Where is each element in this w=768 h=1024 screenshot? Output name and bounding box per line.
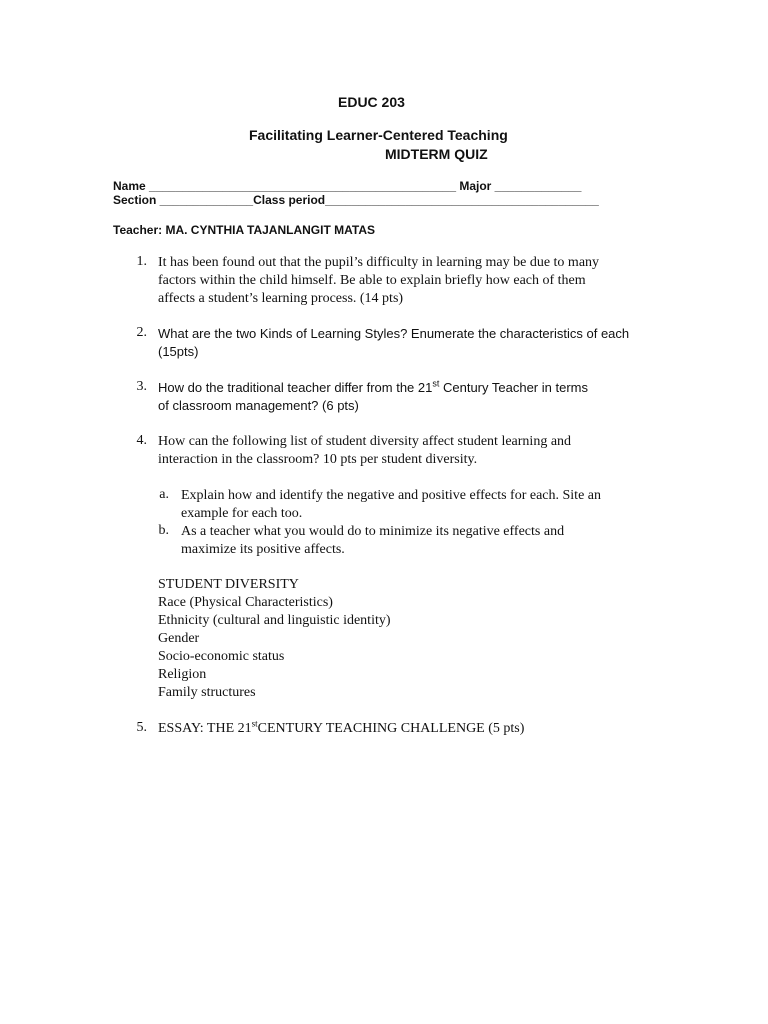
- question-number: 3.: [136, 379, 147, 394]
- subitem-line: As a teacher what you would do to minimize its negative effects and: [181, 524, 565, 539]
- question-1-text: [158, 254, 599, 308]
- subitem-a-text: [181, 487, 601, 523]
- question-line: factors within the child himself. Be able to explain briefly how each of them: [158, 273, 586, 288]
- question-2-text: [158, 325, 629, 361]
- superscript: st: [251, 718, 258, 729]
- question-line: It has been found out that the pupil’s difficulty in learning may be due to many: [158, 255, 600, 270]
- student-diversity-list: [158, 576, 391, 702]
- name-major-line: Name ______________________________________________ Major _____________: [113, 179, 582, 193]
- question-line: How can the following list of student diversity affect student learning and: [158, 434, 572, 449]
- teacher-line: Teacher: MA. CYNTHIA TAJANLANGIT MATAS: [113, 223, 376, 237]
- section-class-period-line: Section ______________Class period_________________________________________: [113, 193, 599, 207]
- question-line: interaction in the classroom? 10 pts per student diversity.: [158, 452, 478, 467]
- question-5-text: [158, 720, 524, 738]
- subitem-letter: a.: [159, 487, 169, 502]
- diversity-item: Religion: [158, 667, 207, 682]
- subitem-line: maximize its positive affects.: [181, 542, 345, 557]
- question-number: 2.: [136, 325, 147, 340]
- question-line: What are the two Kinds of Learning Styles? Enumerate the characteristics of each: [158, 326, 630, 341]
- question-text-part: CENTURY TEACHING CHALLENGE (5 pts): [257, 721, 525, 736]
- question-number: 4.: [136, 433, 147, 448]
- question-line: affects a student’s learning process. (14 pts): [158, 291, 404, 306]
- question-text-part: How do the traditional teacher differ from the 21: [158, 380, 433, 395]
- diversity-item: Race (Physical Characteristics): [158, 595, 333, 610]
- course-code: EDUC 203: [338, 94, 405, 110]
- diversity-item: Gender: [158, 631, 200, 646]
- subitem-b-text: [181, 523, 564, 559]
- question-line: of classroom management? (6 pts): [158, 398, 359, 413]
- question-text-part: Century Teacher in terms: [439, 380, 588, 395]
- diversity-heading: STUDENT DIVERSITY: [158, 577, 299, 592]
- course-title: Facilitating Learner-Centered Teaching: [249, 127, 508, 143]
- diversity-item: Socio-economic status: [158, 649, 285, 664]
- question-line: [158, 379, 588, 397]
- subitem-line: Explain how and identify the negative and positive effects for each. Site an: [181, 488, 601, 503]
- question-number: 5.: [136, 720, 147, 735]
- superscript: st: [432, 378, 440, 389]
- exam-name: MIDTERM QUIZ: [385, 146, 488, 162]
- diversity-item: Family structures: [158, 685, 256, 700]
- question-text-part: ESSAY: THE 21: [158, 721, 252, 736]
- subitem-letter: b.: [158, 523, 169, 538]
- question-line: (15pts): [158, 344, 199, 359]
- diversity-item: Ethnicity (cultural and linguistic identity): [158, 613, 391, 628]
- question-line: [158, 720, 524, 738]
- question-number: 1.: [136, 254, 147, 269]
- question-3-text: [158, 379, 588, 415]
- question-4-text: [158, 433, 571, 469]
- subitem-line: example for each too.: [181, 506, 303, 521]
